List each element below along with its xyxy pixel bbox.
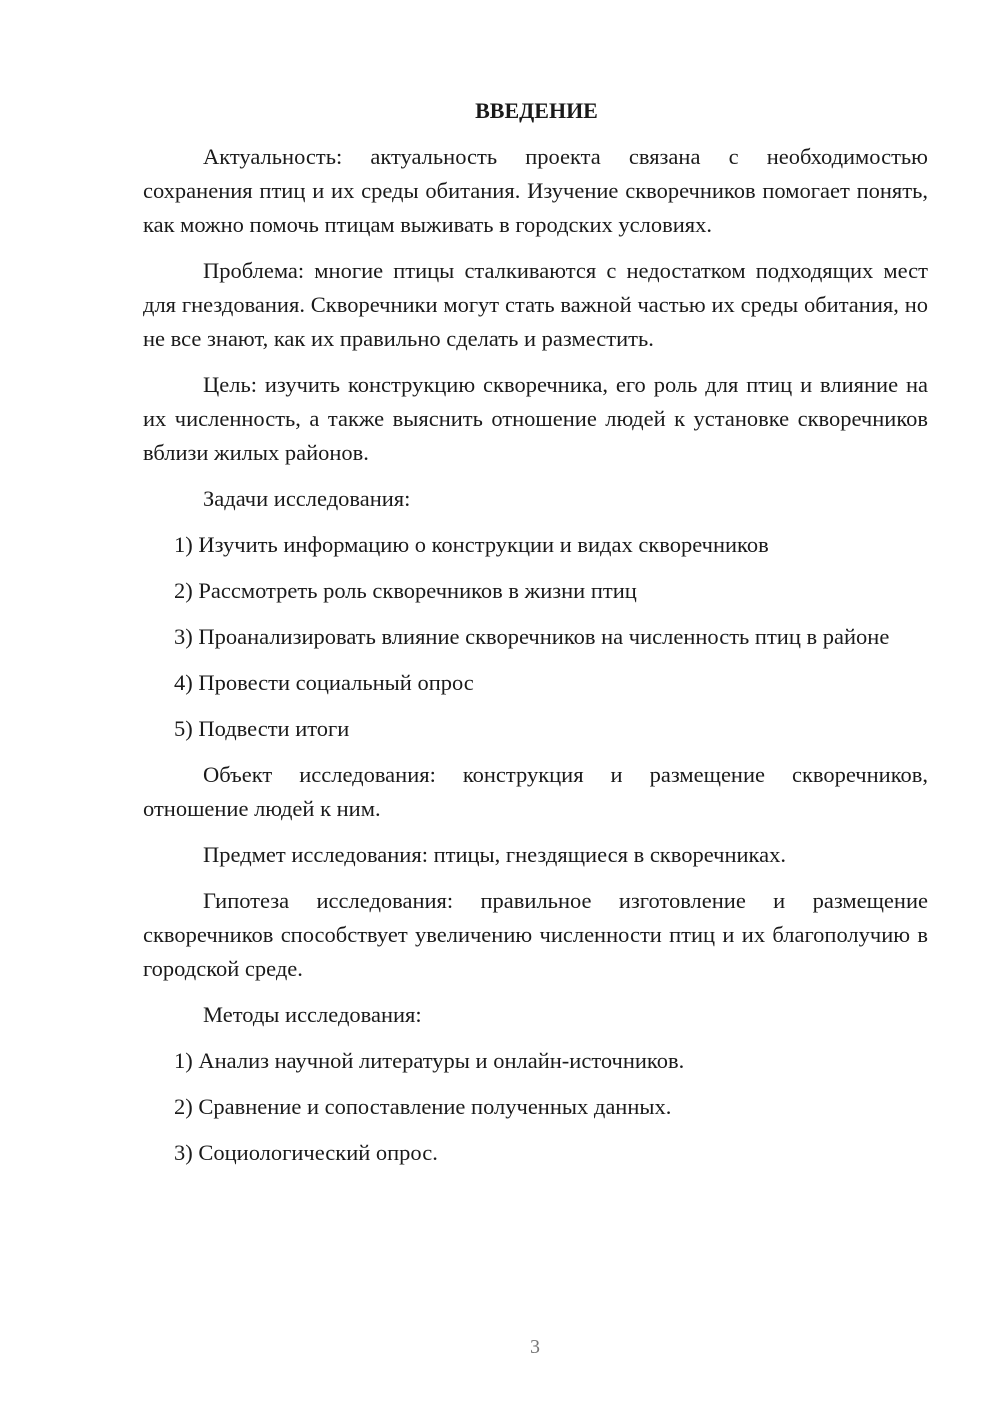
page-number: 3	[530, 1336, 540, 1358]
method-item-3: 3) Социологический опрос.	[174, 1140, 438, 1165]
task-item-5: 5) Подвести итоги	[174, 716, 350, 741]
methods-heading: Методы исследования:	[203, 1002, 422, 1027]
tasks-heading: Задачи исследования:	[203, 486, 411, 511]
task-item-3: 3) Проанализировать влияние скворечников на численность птиц в районе	[174, 624, 890, 649]
hypothesis-paragraph: Гипотеза исследования: правильное изготовление и размещение скворечников способствует увеличению численности птиц и их благополучию в городской среде.	[143, 888, 928, 981]
method-item-1: 1) Анализ научной литературы и онлайн-источников.	[174, 1048, 685, 1073]
task-item-2: 2) Рассмотреть роль скворечников в жизни птиц	[174, 578, 637, 603]
task-item-4: 4) Провести социальный опрос	[174, 670, 474, 695]
method-item-2: 2) Сравнение и сопоставление полученных данных.	[174, 1094, 672, 1119]
task-item-1: 1) Изучить информацию о конструкции и видах скворечников	[174, 532, 769, 557]
object-paragraph: Объект исследования: конструкция и размещение скворечников, отношение людей к ним.	[143, 762, 928, 821]
page-title: ВВЕДЕНИЕ	[475, 98, 598, 123]
problem-paragraph: Проблема: многие птицы сталкиваются с недостатком подходящих мест для гнездования. Скворечники могут стать важной частью их среды обитания, но не все знают, как их правильно сделать и разместить.	[143, 258, 928, 351]
subject-paragraph: Предмет исследования: птицы, гнездящиеся в скворечниках.	[203, 842, 786, 867]
relevance-paragraph: Актуальность: актуальность проекта связана с необходимостью сохранения птиц и их среды обитания. Изучение скворечников помогает понять, как можно помочь птицам выживать в городских условиях.	[143, 144, 928, 237]
goal-paragraph: Цель: изучить конструкцию скворечника, его роль для птиц и влияние на их численность, а также выяснить отношение людей к установке скворечников вблизи жилых районов.	[143, 372, 928, 465]
page-content	[143, 96, 928, 1182]
